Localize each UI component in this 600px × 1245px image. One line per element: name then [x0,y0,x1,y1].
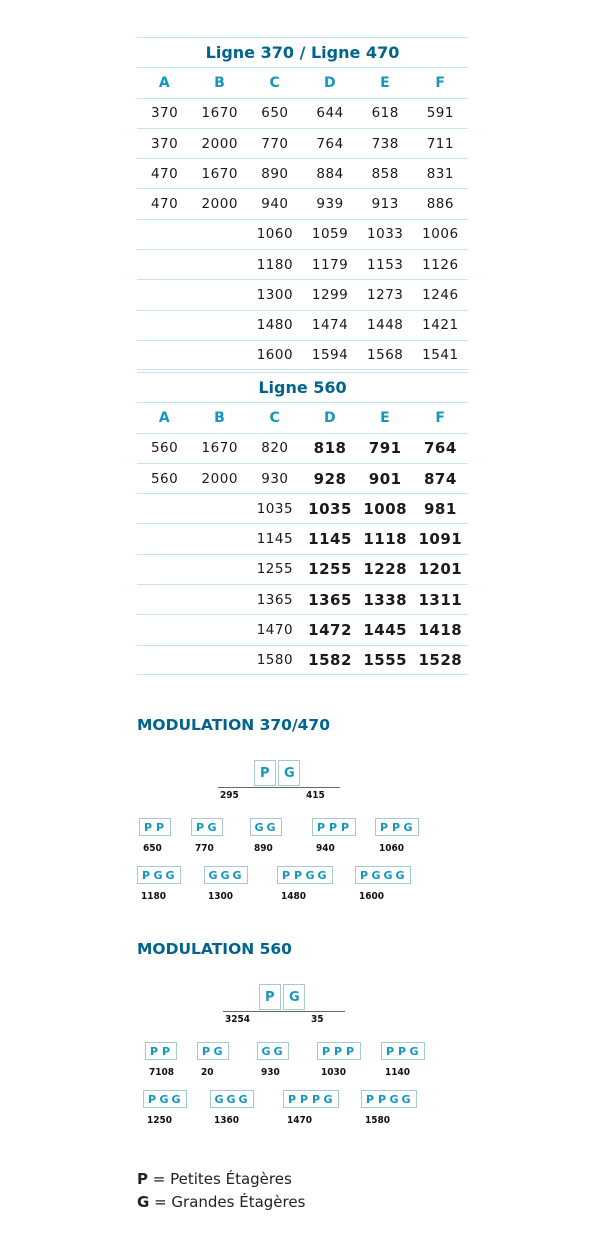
column-header: F [435,409,446,426]
table-cell: 1035 [256,500,294,517]
module-width-label: 930 [261,1067,280,1078]
module-letter: G [323,1093,333,1106]
module-combination [145,1042,177,1060]
table-cell: 1126 [422,256,459,273]
module-letter: P [147,1093,157,1106]
table-cell: 1365 [256,591,294,608]
table-cell: 1568 [367,347,404,364]
module-letter: P [293,869,303,882]
table-cell: 711 [426,135,454,152]
table-row [137,645,468,675]
table-cell: 1594 [311,347,349,364]
table-cell: 1006 [422,226,459,243]
table-cell: 370 [150,135,179,152]
module-letter: P [195,821,205,834]
table-cell: 1365 [308,590,352,609]
module-width-label: 650 [143,843,162,854]
shelf-module-g [283,984,305,1010]
module-letter: P [333,1045,343,1058]
table-cell: 1145 [256,531,294,548]
module-combination [139,818,171,836]
module-width-label: 1140 [385,1067,411,1078]
table-row [137,340,468,370]
table-cell: 1448 [367,317,404,334]
module-combination [355,866,411,884]
table-row [137,219,468,249]
module-letter: P [299,1093,309,1106]
table-row [137,279,468,309]
table-cell: 1299 [311,287,349,304]
module-letter: P [287,1093,297,1106]
module-letter: P [328,821,338,834]
table-cell: 1311 [418,590,463,609]
module-letter: G [171,1093,181,1106]
module-letter: G [214,1093,224,1106]
table-cell: 591 [426,105,454,122]
column-header: C [269,74,281,91]
table-cell: 791 [368,439,402,458]
column-header: E [380,409,391,426]
module-combination [143,1090,187,1108]
module-letter: P [316,821,326,834]
module-width-label: 1300 [208,891,234,902]
module-combination [317,1042,361,1060]
table-row [137,433,468,463]
module-letter: P [365,1093,375,1106]
module-width-label: 20 [201,1067,214,1078]
table-cell: 884 [316,165,344,182]
table-cell: 1338 [363,590,408,609]
legend-p-text: = Petites Étagères [148,1170,292,1188]
legend-g [137,1193,305,1211]
module-combination [361,1090,417,1108]
top-baseline [218,787,340,788]
module-letter: G [207,821,217,834]
table-cell: 1480 [256,317,294,334]
module-letter: P [345,1045,355,1058]
module-letter: G [153,869,163,882]
table-cell: 618 [371,105,399,122]
module-combination [204,866,248,884]
module-letter: G [261,1045,271,1058]
shelf-module-p [254,760,276,786]
module-letter: G [389,1093,399,1106]
module-letter: G [305,869,315,882]
table-cell: 874 [423,469,457,488]
table-cell: 901 [368,469,402,488]
table-row [137,98,468,128]
module-letter: G [409,1045,419,1058]
table-cell: 470 [150,165,179,182]
table-cell: 2000 [201,135,238,152]
table-cell: 1201 [418,560,463,579]
table-cell: 1035 [308,499,352,518]
module-letter: G [289,990,300,1005]
table-cell: 939 [316,196,344,213]
module-letter: G [266,821,276,834]
table-cell: 1670 [201,165,238,182]
table-ligne-370-470 [137,37,468,370]
table-cell: 1555 [363,650,408,669]
table-cell: 1670 [201,440,238,457]
module-letter: P [143,821,153,834]
module-width-label: 7108 [149,1067,175,1078]
module-letter: G [226,1093,236,1106]
table-row [137,493,468,523]
table-cell: 1145 [308,530,352,549]
table-cell: 890 [261,165,289,182]
table-cell: 831 [426,165,454,182]
table-cell: 818 [313,439,347,458]
module-width-label: 3254 [225,1014,251,1025]
module-letter: G [383,869,393,882]
table-title: Ligne 370 / Ligne 470 [137,37,468,67]
module-letter: G [254,821,264,834]
module-combination [312,818,356,836]
module-letter: G [401,1093,411,1106]
module-letter: P [359,869,369,882]
table-cell: 1670 [201,105,238,122]
module-width-label: 1600 [359,891,385,902]
table-cell: 1580 [256,651,294,668]
module-letter: P [281,869,291,882]
table-row [137,554,468,584]
legend-p [137,1170,292,1188]
table-cell: 370 [150,105,179,122]
table-row [137,614,468,644]
table-cell: 650 [261,105,289,122]
module-letter: G [232,869,242,882]
table-cell: 1445 [363,621,408,640]
table-ligne-560 [137,372,468,675]
table-header-row [137,67,468,97]
table-header-row [137,402,468,432]
column-header: B [214,74,226,91]
table-cell: 470 [150,196,179,213]
table-cell: 1033 [367,226,404,243]
table-cell: 1118 [363,530,408,549]
module-width-label: 770 [195,843,214,854]
column-header: D [323,409,337,426]
table-cell: 886 [426,196,454,213]
table-cell: 738 [371,135,399,152]
module-letter: G [220,869,230,882]
table-cell: 913 [371,196,399,213]
column-header: E [380,74,391,91]
module-width-label: 1360 [214,1115,240,1126]
module-letter: P [391,821,401,834]
table-cell: 644 [316,105,344,122]
column-header: C [269,409,281,426]
module-letter: G [159,1093,169,1106]
shelf-module-g [278,760,300,786]
module-letter: P [340,821,350,834]
table-cell: 1246 [422,287,459,304]
table-cell: 2000 [201,196,238,213]
table-cell: 858 [371,165,399,182]
module-letter: P [311,1093,321,1106]
module-letter: P [141,869,151,882]
module-combination [375,818,419,836]
table-cell: 1472 [308,621,352,640]
table-cell: 940 [261,196,289,213]
module-letter: P [379,821,389,834]
module-letter: P [201,1045,211,1058]
shelf-module-p [259,984,281,1010]
table-row [137,249,468,279]
table-cell: 1528 [418,650,463,669]
table-cell: 1273 [367,287,404,304]
module-combination [137,866,181,884]
column-header: A [158,409,171,426]
module-letter: P [155,821,165,834]
table-row [137,128,468,158]
table-cell: 2000 [201,470,238,487]
table-cell: 764 [316,135,344,152]
table-cell: 1470 [256,622,294,639]
table-cell: 1418 [418,621,463,640]
table-cell: 1008 [363,499,408,518]
module-letter: G [284,766,295,781]
module-combination [381,1042,425,1060]
table-cell: 560 [150,440,179,457]
table-cell: 981 [423,499,457,518]
column-header: D [323,74,337,91]
table-cell: 1060 [256,226,294,243]
module-width-label: 1470 [287,1115,313,1126]
module-width-label: 1180 [141,891,167,902]
modulation-370-470-title: MODULATION 370/470 [137,716,330,734]
module-letter: P [265,990,275,1005]
module-width-label: 295 [220,790,239,801]
modulation-560-title: MODULATION 560 [137,940,292,958]
table-cell: 1541 [422,347,459,364]
top-baseline [223,1011,345,1012]
module-letter: G [273,1045,283,1058]
table-cell: 1091 [418,530,463,549]
module-letter: P [385,1045,395,1058]
table-cell: 1582 [308,650,352,669]
table-cell: 1600 [256,347,294,364]
column-header: A [158,74,171,91]
table-cell: 1255 [308,560,352,579]
table-cell: 764 [423,439,457,458]
module-letter: G [238,1093,248,1106]
module-combination [191,818,223,836]
table-cell: 1228 [363,560,408,579]
module-width-label: 1030 [321,1067,347,1078]
table-row [137,463,468,493]
module-width-label: 940 [316,843,335,854]
table-row [137,523,468,553]
table-cell: 1255 [256,561,294,578]
module-width-label: 1060 [379,843,405,854]
module-combination [210,1090,254,1108]
module-letter: G [213,1045,223,1058]
column-header: F [435,74,446,91]
table-cell: 1059 [311,226,349,243]
table-cell: 1179 [311,256,349,273]
column-header: B [214,409,226,426]
module-combination [197,1042,229,1060]
module-letter: P [161,1045,171,1058]
table-cell: 1153 [367,256,404,273]
table-cell: 770 [261,135,289,152]
module-width-label: 890 [254,843,273,854]
legend-g-text: = Grandes Étagères [149,1193,306,1211]
legend-g-key: G [137,1193,150,1211]
module-combination [257,1042,289,1060]
table-cell: 930 [261,470,289,487]
module-letter: G [165,869,175,882]
table-cell: 560 [150,470,179,487]
module-letter: P [260,766,270,781]
module-letter: G [403,821,413,834]
module-letter: P [377,1093,387,1106]
module-letter: G [395,869,405,882]
table-cell: 820 [261,440,289,457]
table-title: Ligne 560 [137,372,468,402]
module-letter: G [371,869,381,882]
module-letter: G [208,869,218,882]
table-cell: 928 [313,469,347,488]
table-row [137,158,468,188]
module-width-label: 1580 [365,1115,391,1126]
table-row [137,188,468,218]
legend-p-key: P [137,1170,148,1188]
table-cell: 1300 [256,287,294,304]
module-letter: P [321,1045,331,1058]
table-row [137,310,468,340]
module-combination [283,1090,339,1108]
module-letter: P [149,1045,159,1058]
table-row [137,584,468,614]
module-width-label: 1250 [147,1115,173,1126]
module-combination [250,818,282,836]
module-width-label: 415 [306,790,325,801]
table-cell: 1474 [311,317,349,334]
module-width-label: 35 [311,1014,324,1025]
table-cell: 1421 [422,317,459,334]
table-cell: 1180 [256,256,294,273]
module-letter: G [317,869,327,882]
module-combination [277,866,333,884]
module-letter: P [397,1045,407,1058]
module-width-label: 1480 [281,891,307,902]
